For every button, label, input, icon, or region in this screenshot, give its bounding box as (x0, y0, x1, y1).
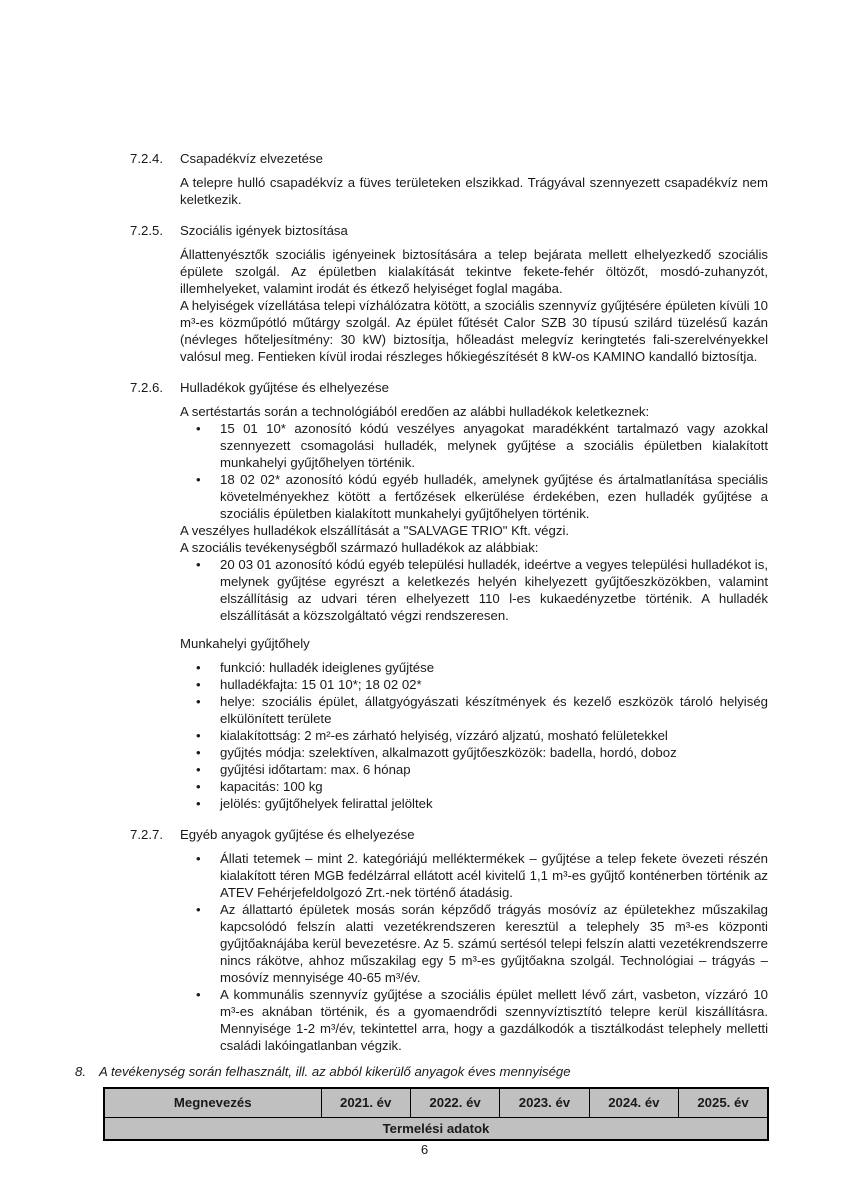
bullet-list-workplace-collection (180, 659, 768, 812)
page-number: 6 (420, 1142, 429, 1157)
list-item: • Állati tetemek – mint 2. kategóriájú melléktermékek – gyűjtése a telep fekete övezeti részén kialakított téren MGB fedélzárral ellátott acél kivitelű 1,1 m³-es gyűjtő konténerben történik az ATEV Fehérjefeldolgozó Zrt.-nek történő átadásig. (180, 850, 768, 901)
list-item: • Az állattartó épületek mosás során képződő trágyás mosóvíz az épületekhez műszakilag kapcsolódó felszín alatti vezetékrendszeren keresztül a telephely 35 m³-es központi gyűjtőaknájába kerül bevezetésre. Az 5. számú sertésól telepi felszín alatti vezetékrendszerre nincs rákötve, ahhoz műszakilag egy 5 m³-es gyűjtőakna szolgál. Technológiai – trágyás – mosóvíz mennyisége 40-65 m³/év. (180, 901, 768, 986)
list-item: • 20 03 01 azonosító kódú egyéb települési hulladék, ideértve a vegyes települési hulladékot is, melynek gyűjtése egyrészt a keletkezés helyén kihelyezett gyűjtőeszközökben, valamint elszállításig az udvari téren elhelyezett 110 l-es kukaedényzetbe történik. A hulladék elszállítását a közszolgáltató végzi rendszeresen. (180, 556, 768, 624)
section-body (180, 174, 768, 208)
section-heading (130, 150, 768, 167)
list-item: • funkció: hulladék ideiglenes gyűjtése (180, 659, 768, 676)
section-heading (130, 826, 768, 843)
section-title: Hulladékok gyűjtése és elhelyezése (180, 380, 389, 395)
section-number: 7.2.4. (130, 151, 163, 166)
section-number: 7.2.6. (130, 380, 163, 395)
table-header-cell-name: Megnevezés (104, 1088, 321, 1117)
section-7-2-7 (130, 826, 768, 1054)
table-subheader-row (104, 1117, 768, 1140)
list-item: • hulladékfajta: 15 01 10*; 18 02 02* (180, 676, 768, 693)
table-header-cell-2024: 2024. év (589, 1088, 678, 1117)
list-item: • 15 01 10* azonosító kódú veszélyes anyagokat maradékként tartalmazó vagy azokkal szennyezett csomagolási hulladék, melynek gyűjtése a szociális épületben kialakított munkahelyi gyűjtőhelyen történik. (180, 420, 768, 471)
section-7-2-5 (130, 222, 768, 365)
bullet-list-municipal-waste (180, 556, 768, 624)
subsection-heading: Munkahelyi gyűjtőhely (180, 636, 310, 651)
section-number: 7.2.5. (130, 223, 163, 238)
list-item: • kialakítottság: 2 m²-es zárható helyiség, vízzáró aljzatú, mosható felületekkel (180, 727, 768, 744)
bullet-list-hazardous-waste (180, 420, 768, 522)
document-body (130, 150, 768, 1068)
paragraph: A helyiségek vízellátása telepi vízhálózatra kötött, a szociális szennyvíz gyűjtésére épületen kívüli 10 m³-es közműpótló műtárgy szolgál. Az épület fűtését Calor SZB 30 típusú szilárd tüzelésű kazán (névleges hőteljesítmény: 30 kW) biztosítja, hőleadást melegvíz keringtetés fali-szerelvényekkel valósul meg. Fentieken kívül irodai részleges hőkiegészítését 8 kW-os KAMINO kandalló biztosítja. (180, 298, 768, 364)
list-item: • gyűjtési időtartam: max. 6 hónap (180, 761, 768, 778)
bullet-list-other-materials (180, 850, 768, 1054)
list-item: • kapacitás: 100 kg (180, 778, 768, 795)
table-subheader-cell: Termelési adatok (104, 1117, 768, 1140)
paragraph: A szociális tevékenységből származó hulladékok az alábbiak: (180, 540, 539, 555)
section-8-heading (75, 1063, 768, 1080)
section-title: A tevékenység során felhasznált, ill. az abból kikerülő anyagok éves mennyisége (99, 1064, 571, 1079)
table-header-row (104, 1088, 768, 1117)
list-item: • 18 02 02* azonosító kódú egyéb hulladék, amelynek gyűjtése és ártalmatlanítása speciális követelményekhez kötött a fertőzések elkerülése érdekében, ezen hulladék gyűjtése a szociális épületben kialakított munkahelyi gyűjtőhelyen történik. (180, 471, 768, 522)
section-title: Csapadékvíz elvezetése (180, 151, 323, 166)
section-body (180, 850, 768, 1054)
list-item: • A kommunális szennyvíz gyűjtése a szociális épület mellett lévő zárt, vasbeton, vízzáró 10 m³-es aknában történik, és a gyomaendrődi szennyvíztisztító telepre kerül kiszállításra. Mennyisége 1-2 m³/év, tekintettel arra, hogy a gazdálkodók a tisztálkodást telephely melletti családi lakóingatlanban végzik. (180, 986, 768, 1054)
list-item: • jelölés: gyűjtőhelyek felirattal jelöltek (180, 795, 768, 812)
table-header-cell-2025: 2025. év (679, 1088, 768, 1117)
section-title: Egyéb anyagok gyűjtése és elhelyezése (180, 827, 415, 842)
paragraph: Állattenyésztők szociális igényeinek biztosítására a telep bejárata mellett elhelyezkedő szociális épülete szolgál. Az épületben kialakítását tekintve fekete-fehér öltözőt, mosdó-zuhanyzót, illemhelyeket, valamint irodát és étkező helyiséget foglal magába. (180, 247, 768, 296)
section-number: 7.2.7. (130, 827, 163, 842)
list-item: • gyűjtés módja: szelektíven, alkalmazott gyűjtőeszközök: badella, hordó, doboz (180, 744, 768, 761)
section-body (180, 403, 768, 812)
section-title: Szociális igények biztosítása (180, 223, 348, 238)
table-header-cell-2021: 2021. év (321, 1088, 410, 1117)
materials-table (103, 1087, 769, 1141)
section-7-2-6 (130, 379, 768, 812)
list-item: • helye: szociális épület, állatgyógyászati készítmények és kezelő eszközök tároló helyiség elkülönített területe (180, 693, 768, 727)
table-header-cell-2023: 2023. év (500, 1088, 589, 1117)
section-number: 8. (75, 1064, 86, 1079)
section-heading (130, 222, 768, 239)
section-7-2-4 (130, 150, 768, 208)
section-heading (130, 379, 768, 396)
paragraph: A veszélyes hulladékok elszállítását a "SALVAGE TRIO" Kft. végzi. (180, 523, 570, 538)
paragraph: A telepre hulló csapadékvíz a füves területeken elszikkad. Trágyával szennyezett csapadékvíz nem keletkezik. (180, 175, 768, 207)
table-header-cell-2022: 2022. év (410, 1088, 499, 1117)
paragraph: A sertéstartás során a technológiából eredően az alábbi hulladékok keletkeznek: (180, 404, 650, 419)
section-body (180, 246, 768, 365)
